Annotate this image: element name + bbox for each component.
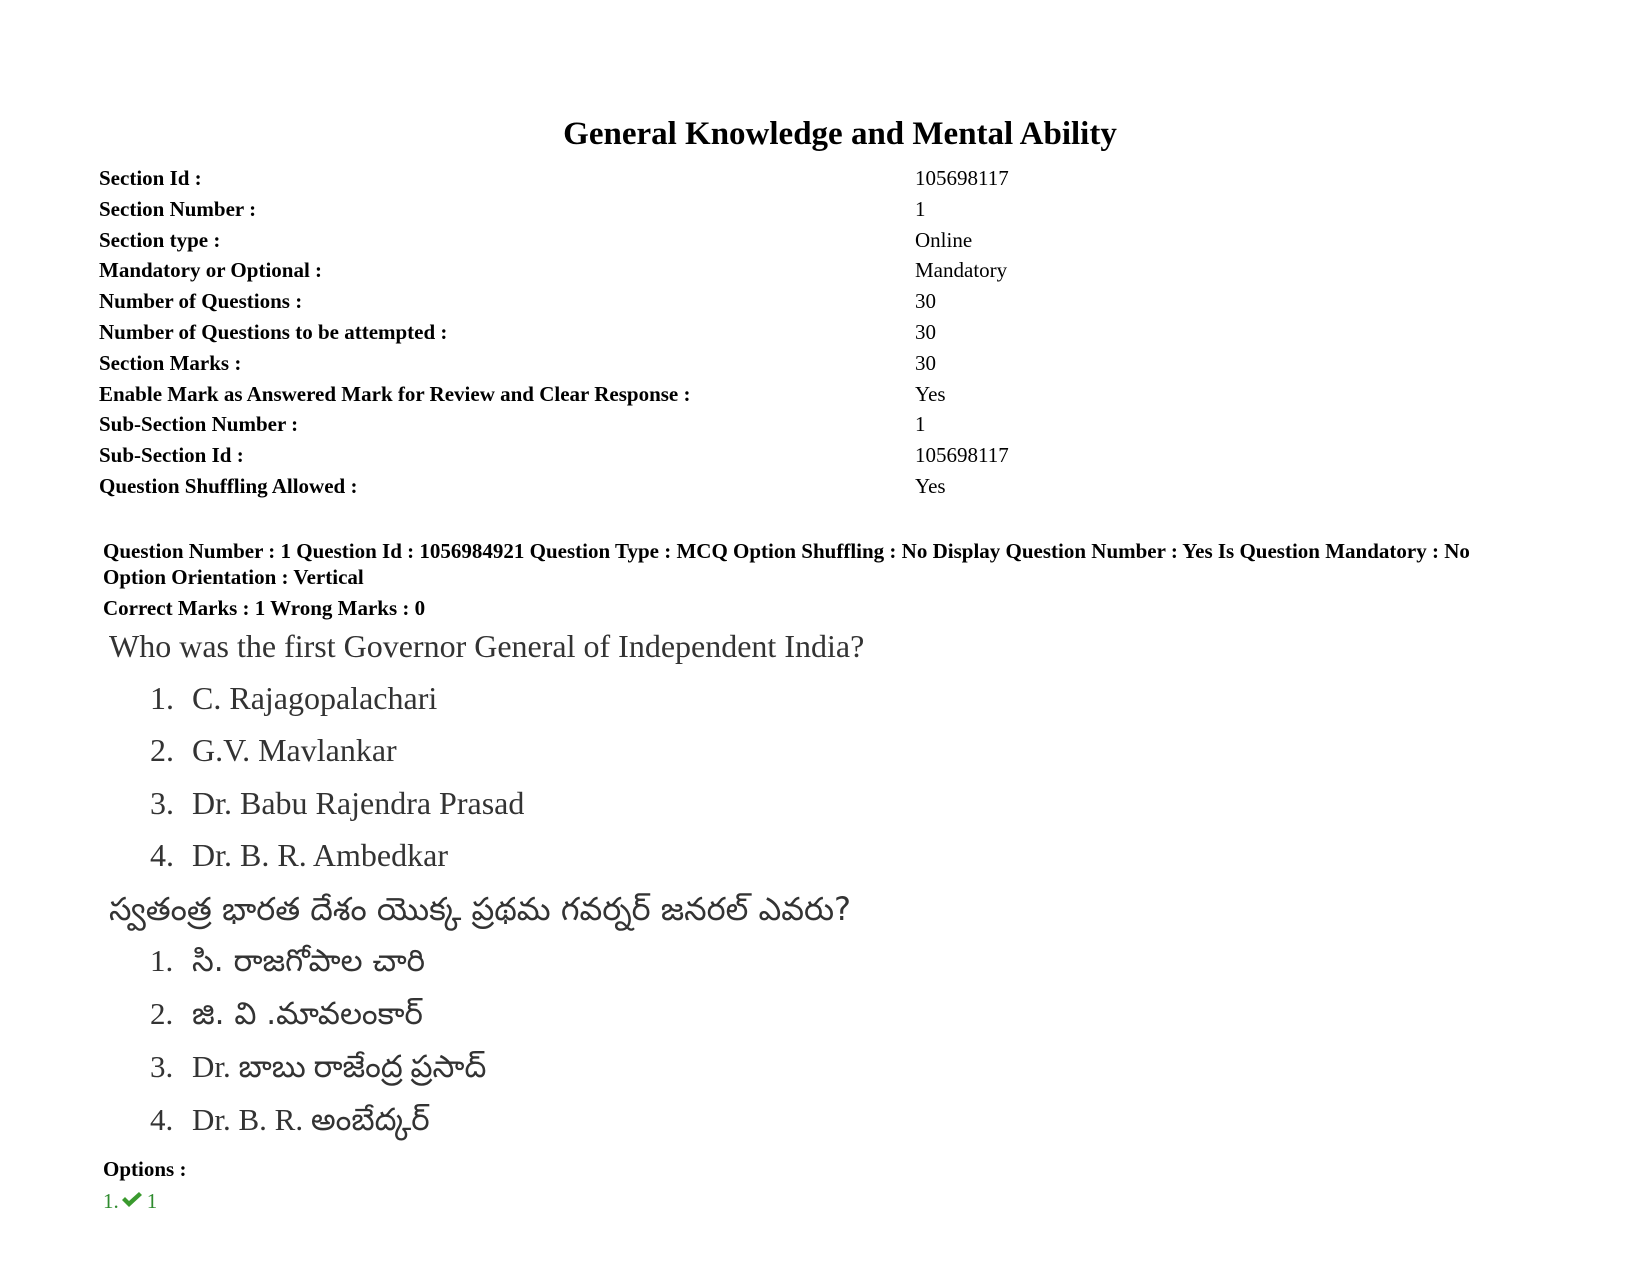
section-info-row: [99, 163, 1199, 194]
option-text: Dr. B. R. Ambedkar: [192, 837, 448, 873]
section-info-row: [99, 471, 1199, 502]
option-number: 2.: [150, 732, 174, 768]
option-text: జి. వి .మావలంకార్: [192, 996, 423, 1032]
option-number: 4.: [150, 837, 174, 873]
options-label: Options :: [103, 1157, 187, 1181]
option-item: [150, 996, 423, 1039]
section-info-row: [99, 348, 1199, 379]
option-item: [150, 785, 524, 822]
question-text-telugu: స్వతంత్ర భారత దేశం యొక్క ప్రథమ గవర్నర్ జనరల్ ఎవరు?: [109, 890, 852, 928]
section-info-row: [99, 225, 1199, 256]
option-text: Dr. Babu Rajendra Prasad: [192, 785, 525, 821]
option-text: Dr. బాబు రాజేంద్ర ప్రసాద్: [192, 1049, 487, 1084]
option-text: Dr. B. R. అంబేద్కర్: [192, 1102, 430, 1137]
checkmark-icon: [121, 1190, 143, 1208]
section-info-value: Yes: [915, 473, 946, 498]
question-header: [103, 538, 1651, 590]
section-info-label: Number of Questions to be attempted :: [99, 319, 448, 344]
section-info-label: Section type :: [99, 227, 221, 252]
answer-number: 1.: [103, 1189, 119, 1213]
option-item: [150, 1102, 430, 1145]
option-number: 2.: [150, 996, 174, 1031]
option-text: సి. రాజగోపాల చారి: [192, 943, 426, 979]
section-info-value: Mandatory: [915, 258, 1008, 283]
section-info-label: Enable Mark as Answered Mark for Review and Clear Response :: [99, 381, 691, 406]
section-info-value: 1: [915, 196, 926, 221]
section-title: General Knowledge and Mental Ability: [563, 116, 1117, 152]
section-info-row: [99, 317, 1199, 348]
option-item: [150, 732, 397, 769]
section-info-label: Section Number :: [99, 196, 257, 221]
correct-answer: [103, 1189, 157, 1214]
section-info-row: [99, 409, 1199, 440]
option-text: G.V. Mavlankar: [192, 732, 397, 768]
section-info-value: 30: [915, 350, 936, 375]
section-info-row: [99, 194, 1199, 225]
section-info-row: [99, 379, 1199, 410]
section-info-label: Number of Questions :: [99, 289, 303, 314]
section-info-row: [99, 286, 1199, 317]
section-info-label: Question Shuffling Allowed :: [99, 473, 358, 498]
option-item: [150, 837, 448, 874]
question-header-line: Question Number : 1 Question Id : 1056984921 Question Type : MCQ Option Shuffling : No Display Question Number : Yes Is Question Mandatory : No: [103, 539, 1470, 563]
answer-value: 1: [146, 1189, 158, 1213]
section-info-value: 30: [915, 319, 936, 344]
option-item: [150, 943, 425, 986]
option-item: [150, 1049, 486, 1092]
question-text-english: Who was the first Governor General of Independent India?: [109, 628, 865, 664]
option-number: 1.: [150, 943, 174, 978]
section-info-value: Yes: [915, 381, 946, 406]
option-text: C. Rajagopalachari: [192, 680, 438, 716]
section-info-row: [99, 440, 1199, 471]
section-info-value: 105698117: [915, 166, 1009, 190]
section-info-row: [99, 255, 1199, 286]
section-info-label: Sub-Section Id :: [99, 443, 244, 468]
section-info-value: 30: [915, 289, 936, 314]
section-info-value: Online: [915, 227, 973, 252]
option-number: 1.: [150, 680, 174, 716]
question-orientation: Option Orientation : Vertical: [103, 565, 364, 589]
section-info-label: Sub-Section Number :: [99, 412, 299, 437]
section-info-table: [99, 163, 1199, 502]
section-info-label: Mandatory or Optional :: [99, 258, 323, 283]
section-info-label: Section Marks :: [99, 350, 242, 375]
section-info-label: Section Id :: [99, 166, 202, 190]
option-item: [150, 680, 437, 717]
option-number: 3.: [150, 1049, 174, 1084]
section-info-value: 1: [915, 412, 926, 437]
option-number: 4.: [150, 1102, 174, 1137]
question-marks: Correct Marks : 1 Wrong Marks : 0: [103, 596, 426, 620]
option-number: 3.: [150, 785, 174, 821]
section-info-value: 105698117: [915, 443, 1009, 468]
